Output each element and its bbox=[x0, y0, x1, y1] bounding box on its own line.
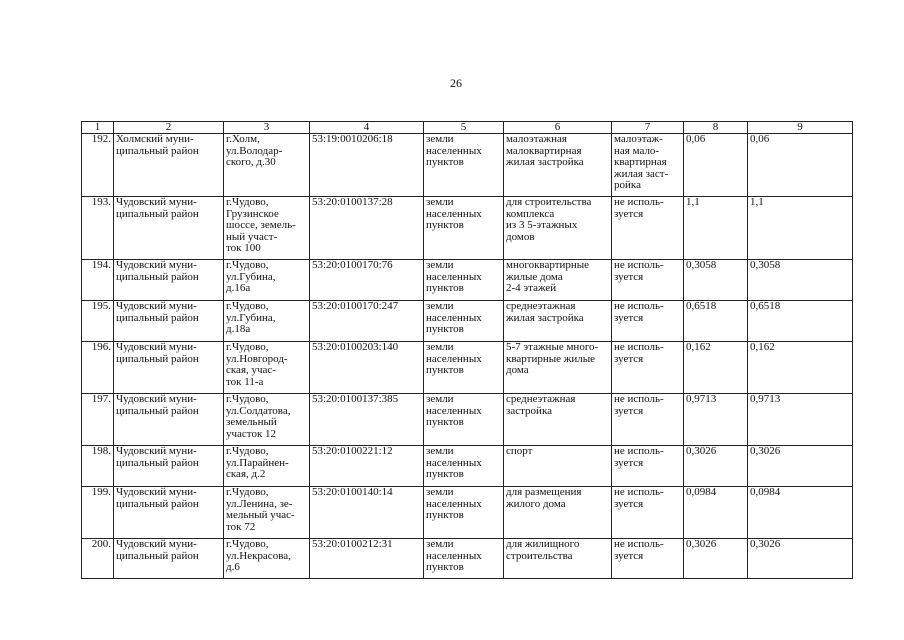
area-cell: 0,3026 bbox=[684, 539, 748, 579]
permitted-use-cell: 5-7 этажные много- квартирные жилые дома bbox=[504, 342, 612, 394]
row-number: 195. bbox=[82, 301, 114, 342]
area-cell: 0,6518 bbox=[684, 301, 748, 342]
address-cell: г.Чудово, ул.Некрасова, д.6 bbox=[224, 539, 310, 579]
area-cell: 0,162 bbox=[748, 342, 853, 394]
district-cell: Чудовский муни- ципальный район bbox=[114, 197, 224, 260]
area-cell: 0,162 bbox=[684, 342, 748, 394]
table-row bbox=[82, 539, 853, 579]
area-cell: 0,3058 bbox=[684, 260, 748, 301]
district-cell: Чудовский муни- ципальный район bbox=[114, 260, 224, 301]
land-category-cell: земли населенных пунктов bbox=[424, 134, 504, 197]
cadastral-number-cell: 53:20:0100170:76 bbox=[310, 260, 424, 301]
land-category-cell: земли населенных пунктов bbox=[424, 301, 504, 342]
district-cell: Чудовский муни- ципальный район bbox=[114, 446, 224, 487]
land-category-cell: земли населенных пунктов bbox=[424, 394, 504, 446]
column-header: 9 bbox=[748, 122, 853, 134]
permitted-use-cell: для жилищного строительства bbox=[504, 539, 612, 579]
area-cell: 0,3058 bbox=[748, 260, 853, 301]
cadastral-number-cell: 53:20:0100212:31 bbox=[310, 539, 424, 579]
address-cell: г.Чудово, ул.Губина, д.18а bbox=[224, 301, 310, 342]
area-cell: 1,1 bbox=[748, 197, 853, 260]
area-cell: 0,06 bbox=[748, 134, 853, 197]
permitted-use-cell: спорт bbox=[504, 446, 612, 487]
row-number: 193. bbox=[82, 197, 114, 260]
row-number: 199. bbox=[82, 487, 114, 539]
area-cell: 0,3026 bbox=[684, 446, 748, 487]
land-category-cell: земли населенных пунктов bbox=[424, 446, 504, 487]
cadastral-number-cell: 53:19:0010206:18 bbox=[310, 134, 424, 197]
address-cell: г.Чудово, ул.Новгород- ская, учас- ток 11-а bbox=[224, 342, 310, 394]
district-cell: Чудовский муни- ципальный район bbox=[114, 487, 224, 539]
table-row bbox=[82, 446, 853, 487]
district-cell: Чудовский муни- ципальный район bbox=[114, 394, 224, 446]
permitted-use-cell: среднеэтажная застройка bbox=[504, 394, 612, 446]
land-plots-table bbox=[81, 121, 853, 579]
column-header: 5 bbox=[424, 122, 504, 134]
row-number: 198. bbox=[82, 446, 114, 487]
area-cell: 0,3026 bbox=[748, 539, 853, 579]
current-use-cell: не исполь- зуется bbox=[612, 301, 684, 342]
page-number: 26 bbox=[450, 76, 462, 90]
address-cell: г.Чудово, ул.Солдатова, земельный участок 12 bbox=[224, 394, 310, 446]
address-cell: г.Чудово, ул.Губина, д.16а bbox=[224, 260, 310, 301]
column-header: 8 bbox=[684, 122, 748, 134]
current-use-cell: не исполь- зуется bbox=[612, 260, 684, 301]
current-use-cell: не исполь- зуется bbox=[612, 197, 684, 260]
table-row bbox=[82, 301, 853, 342]
current-use-cell: не исполь- зуется bbox=[612, 487, 684, 539]
table-row bbox=[82, 394, 853, 446]
permitted-use-cell: малоэтажная малоквартирная жилая застройка bbox=[504, 134, 612, 197]
table-row bbox=[82, 197, 853, 260]
current-use-cell: не исполь- зуется bbox=[612, 394, 684, 446]
cadastral-number-cell: 53:20:0100221:12 bbox=[310, 446, 424, 487]
column-header: 2 bbox=[114, 122, 224, 134]
district-cell: Чудовский муни- ципальный район bbox=[114, 301, 224, 342]
area-cell: 0,6518 bbox=[748, 301, 853, 342]
area-cell: 0,9713 bbox=[748, 394, 853, 446]
permitted-use-cell: для строительства комплекса из 3 5-этажных домов bbox=[504, 197, 612, 260]
cadastral-number-cell: 53:20:0100137:28 bbox=[310, 197, 424, 260]
permitted-use-cell: среднеэтажная жилая застройка bbox=[504, 301, 612, 342]
permitted-use-cell: для размещения жилого дома bbox=[504, 487, 612, 539]
table-row bbox=[82, 134, 853, 197]
area-cell: 0,06 bbox=[684, 134, 748, 197]
district-cell: Чудовский муни- ципальный район bbox=[114, 539, 224, 579]
area-cell: 0,0984 bbox=[684, 487, 748, 539]
area-cell: 0,3026 bbox=[748, 446, 853, 487]
address-cell: г.Холм, ул.Володар- ского, д.30 bbox=[224, 134, 310, 197]
permitted-use-cell: многоквартирные жилые дома 2-4 этажей bbox=[504, 260, 612, 301]
land-category-cell: земли населенных пунктов bbox=[424, 539, 504, 579]
address-cell: г.Чудово, ул.Парайнен- ская, д.2 bbox=[224, 446, 310, 487]
district-cell: Холмский муни- ципальный район bbox=[114, 134, 224, 197]
table-row bbox=[82, 487, 853, 539]
current-use-cell: не исполь- зуется bbox=[612, 539, 684, 579]
area-cell: 1,1 bbox=[684, 197, 748, 260]
header-row bbox=[82, 122, 853, 134]
district-cell: Чудовский муни- ципальный район bbox=[114, 342, 224, 394]
row-number: 194. bbox=[82, 260, 114, 301]
row-number: 197. bbox=[82, 394, 114, 446]
land-category-cell: земли населенных пунктов bbox=[424, 197, 504, 260]
table-row bbox=[82, 260, 853, 301]
current-use-cell: не исполь- зуется bbox=[612, 342, 684, 394]
column-header: 3 bbox=[224, 122, 310, 134]
column-header: 1 bbox=[82, 122, 114, 134]
cadastral-number-cell: 53:20:0100140:14 bbox=[310, 487, 424, 539]
land-category-cell: земли населенных пунктов bbox=[424, 487, 504, 539]
row-number: 200. bbox=[82, 539, 114, 579]
cadastral-number-cell: 53:20:0100203:140 bbox=[310, 342, 424, 394]
area-cell: 0,0984 bbox=[748, 487, 853, 539]
address-cell: г.Чудово, Грузинское шоссе, земель- ный участ- ток 100 bbox=[224, 197, 310, 260]
column-header: 4 bbox=[310, 122, 424, 134]
column-header: 6 bbox=[504, 122, 612, 134]
row-number: 192. bbox=[82, 134, 114, 197]
address-cell: г.Чудово, ул.Ленина, зе- мельный учас- ток 72 bbox=[224, 487, 310, 539]
table-row bbox=[82, 342, 853, 394]
column-header: 7 bbox=[612, 122, 684, 134]
cadastral-number-cell: 53:20:0100170:247 bbox=[310, 301, 424, 342]
current-use-cell: не исполь- зуется bbox=[612, 446, 684, 487]
area-cell: 0,9713 bbox=[684, 394, 748, 446]
cadastral-number-cell: 53:20:0100137:385 bbox=[310, 394, 424, 446]
land-category-cell: земли населенных пунктов bbox=[424, 342, 504, 394]
row-number: 196. bbox=[82, 342, 114, 394]
land-category-cell: земли населенных пунктов bbox=[424, 260, 504, 301]
current-use-cell: малоэтаж- ная мало- квартирная жилая заст- ройка bbox=[612, 134, 684, 197]
